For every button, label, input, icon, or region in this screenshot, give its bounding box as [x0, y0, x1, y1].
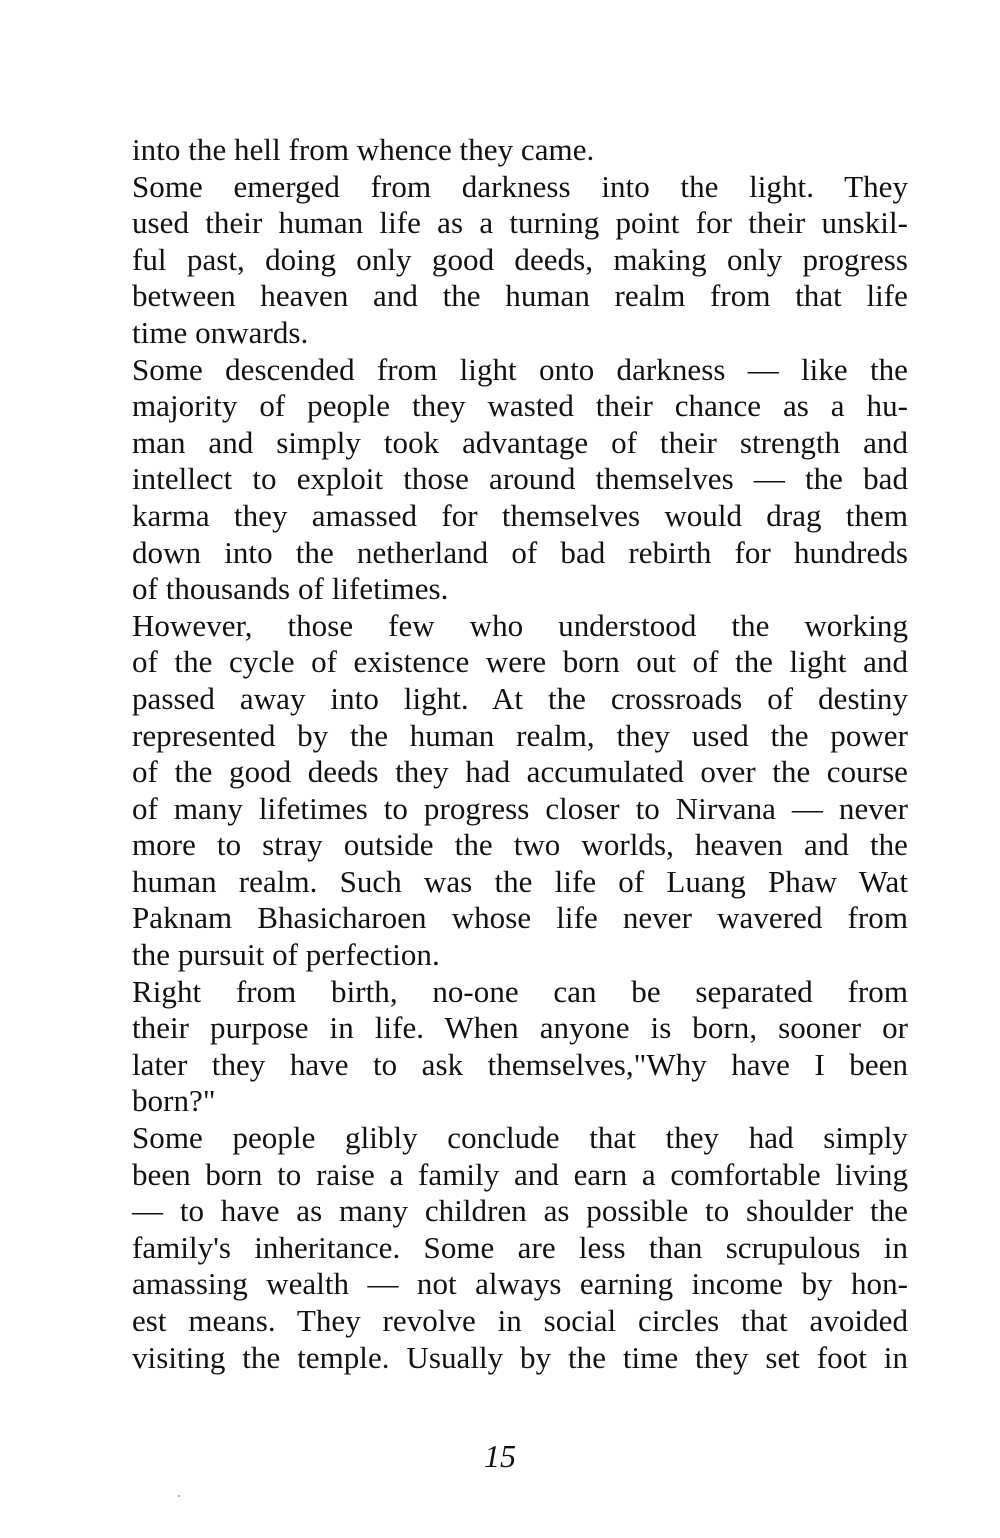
text-line: Some descended from light onto darkness — like the: [132, 351, 908, 387]
text-line: family's inheritance. Some are less than scrupulous in: [132, 1229, 908, 1265]
text-line: ful past, doing only good deeds, making only progress: [132, 241, 908, 277]
text-line: intellect to exploit those around themselves — the bad: [132, 461, 908, 497]
text-line: been born to raise a family and earn a comfortable living: [132, 1156, 908, 1192]
text-line: visiting the temple. Usually by the time they set foot in: [132, 1339, 908, 1375]
text-line: time onwards.: [132, 314, 309, 350]
page-number: 15: [484, 1438, 516, 1474]
text-line: amassing wealth — not always earning income by hon-: [132, 1266, 908, 1302]
text-line: Paknam Bhasicharoen whose life never wavered from: [132, 900, 908, 936]
text-line: later they have to ask themselves,"Why have I been: [132, 1046, 908, 1082]
text-line: of the cycle of existence were born out of the light and: [132, 644, 908, 680]
text-line: man and simply took advantage of their strength and: [132, 424, 908, 460]
text-line: the pursuit of perfection.: [132, 937, 440, 973]
text-line: est means. They revolve in social circles that avoided: [132, 1303, 908, 1338]
text-line: Some emerged from darkness into the light. They: [132, 168, 908, 204]
scan-speck: [178, 1495, 180, 1497]
text-line: of the good deeds they had accumulated over the course: [132, 754, 908, 790]
text-line: down into the netherland of bad rebirth for hundreds: [132, 534, 908, 570]
text-line: more to stray outside the two worlds, heaven and the: [132, 827, 908, 863]
text-line: majority of people they wasted their chance as a hu-: [132, 388, 908, 424]
text-line: karma they amassed for themselves would drag them: [132, 497, 908, 533]
text-line: used their human life as a turning point for their unskil-: [132, 205, 908, 241]
text-line: Some people glibly conclude that they had simply: [132, 1120, 908, 1156]
text-line: Right from birth, no-one can be separated from: [132, 973, 908, 1009]
body-text: [132, 132, 908, 1376]
text-line: between heaven and the human realm from that life: [132, 278, 908, 314]
text-line: born?": [132, 1083, 216, 1119]
text-line: — to have as many children as possible to shoulder the: [132, 1193, 908, 1229]
text-line: of many lifetimes to progress closer to Nirvana — never: [132, 790, 908, 826]
text-line: passed away into light. At the crossroads of destiny: [132, 680, 908, 716]
text-line: of thousands of lifetimes.: [132, 571, 449, 607]
text-line: However, those few who understood the working: [132, 607, 908, 643]
text-line: human realm. Such was the life of Luang Phaw Wat: [132, 863, 908, 899]
text-line: represented by the human realm, they used the power: [132, 717, 908, 753]
text-line: their purpose in life. When anyone is born, sooner or: [132, 1010, 908, 1046]
text-line: into the hell from whence they came.: [132, 132, 595, 167]
